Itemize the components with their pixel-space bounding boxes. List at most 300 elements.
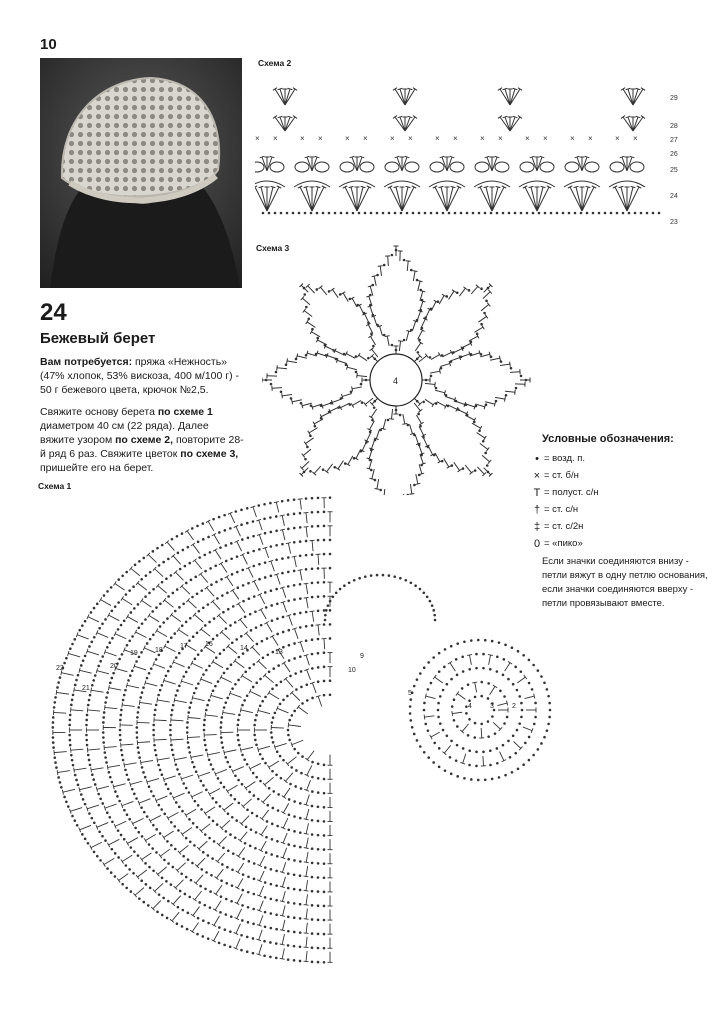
- chain-stitch: [306, 683, 309, 686]
- dc-stitch: [174, 757, 186, 759]
- scheme2-row-number: 28: [670, 123, 678, 130]
- dc-stitch: [282, 530, 284, 540]
- dc-stitch: [283, 818, 288, 828]
- chain-stitch: [225, 560, 228, 563]
- chain-stitch: [218, 531, 221, 534]
- dc-stitch: [282, 877, 285, 887]
- chain-stitch: [477, 779, 480, 782]
- chain-stitch: [77, 784, 80, 787]
- dc-stitch: [321, 287, 327, 295]
- chain-stitch: [476, 333, 479, 336]
- chain-stitch: [628, 212, 631, 215]
- dc-stitch: [288, 543, 290, 553]
- dc-stitch: [144, 648, 155, 653]
- stitch-top: [304, 919, 309, 920]
- chain-stitch: [537, 748, 540, 751]
- chain-stitch: [155, 851, 158, 854]
- stitch-top: [621, 116, 625, 119]
- dc-stitch: [312, 683, 316, 693]
- chain-stitch: [151, 847, 154, 850]
- chain-stitch: [509, 756, 512, 759]
- dc-stitch: [306, 880, 308, 890]
- chain-stitch: [317, 539, 320, 542]
- dc-stitch: [300, 642, 303, 652]
- chain-stitch: [89, 694, 92, 697]
- chain-stitch: [299, 802, 302, 805]
- chain-stitch: [549, 709, 552, 712]
- dc-stitch: [306, 923, 307, 934]
- chain-stitch: [293, 598, 296, 601]
- dc-stitch: [357, 187, 363, 211]
- chain-stitch: [543, 736, 546, 739]
- chain-stitch: [287, 843, 290, 846]
- scheme2-shell: [585, 162, 599, 172]
- chain-stitch: [517, 768, 520, 771]
- scheme2-shell: [565, 162, 579, 172]
- chain-stitch: [53, 706, 56, 709]
- stitch-top: [224, 750, 225, 755]
- dc-stitch: [312, 611, 314, 621]
- chain-stitch: [311, 653, 314, 656]
- chain-stitch: [221, 863, 224, 866]
- chain-stitch: [372, 345, 375, 348]
- chain-stitch: [411, 726, 414, 729]
- dc-stitch: [182, 827, 192, 834]
- chain-stitch: [382, 574, 385, 577]
- chain-stitch: [98, 627, 101, 630]
- chain-stitch: [323, 553, 326, 556]
- chain-stitch: [219, 652, 222, 655]
- chain-stitch: [460, 212, 463, 215]
- chain-stitch: [474, 469, 477, 472]
- dc-stitch: [295, 629, 299, 639]
- chain-stitch: [187, 711, 190, 714]
- chain-stitch: [522, 763, 525, 766]
- scheme3-diagram: [262, 245, 532, 495]
- chain-stitch: [220, 782, 223, 785]
- chain-stitch: [489, 668, 492, 671]
- chain-stitch: [170, 821, 173, 824]
- dc-stitch: [417, 311, 420, 320]
- dc-stitch: [142, 853, 152, 860]
- chain-stitch: [122, 759, 125, 762]
- chain-stitch: [275, 515, 278, 518]
- chain-stitch: [235, 819, 238, 822]
- chain-stitch: [311, 819, 314, 822]
- chain-stitch: [268, 670, 271, 673]
- chain-stitch: [181, 624, 184, 627]
- dc-stitch: [431, 355, 440, 360]
- chain-stitch: [534, 716, 537, 719]
- sc-mark: ×: [273, 134, 278, 143]
- dc-stitch: [259, 886, 263, 896]
- chain-stitch: [432, 656, 435, 659]
- chain-stitch: [532, 754, 535, 757]
- chain-stitch: [414, 584, 417, 587]
- chain-stitch: [137, 751, 140, 754]
- chain-stitch: [249, 613, 252, 616]
- chain-stitch: [287, 556, 290, 559]
- scheme2-arch: [255, 181, 285, 187]
- stitch-top: [292, 399, 293, 404]
- chain-stitch: [161, 877, 164, 880]
- chain-stitch: [489, 749, 492, 752]
- chain-stitch: [256, 643, 259, 646]
- chain-stitch: [434, 619, 437, 622]
- dc-stitch: [127, 617, 137, 623]
- chain-stitch: [226, 667, 229, 670]
- chain-stitch: [198, 556, 201, 559]
- chain-stitch: [233, 798, 236, 801]
- dc-stitch: [87, 651, 99, 655]
- stitch-top: [268, 691, 271, 695]
- dc-stitch: [282, 891, 285, 901]
- stitch-top: [288, 723, 289, 728]
- stitch-top: [292, 556, 297, 557]
- chain-stitch: [317, 947, 320, 950]
- chain-stitch: [71, 759, 74, 762]
- chain-stitch: [246, 809, 249, 812]
- dc-stitch: [430, 371, 440, 373]
- chain-stitch: [209, 890, 212, 893]
- chain-stitch: [323, 525, 326, 528]
- chain-stitch: [252, 520, 255, 523]
- dc-stitch: [623, 89, 633, 105]
- chain-stitch: [237, 679, 240, 682]
- chain-stitch: [157, 694, 160, 697]
- chain-stitch: [317, 680, 320, 683]
- dc-stitch: [450, 358, 459, 361]
- chain-stitch: [254, 610, 257, 613]
- dc-stitch: [194, 615, 203, 623]
- chain-stitch: [496, 762, 499, 765]
- chain-stitch: [264, 532, 267, 535]
- chain-stitch: [119, 719, 122, 722]
- chain-stitch: [112, 672, 115, 675]
- chain-stitch: [323, 623, 326, 626]
- chain-stitch: [311, 790, 314, 793]
- chain-stitch: [215, 656, 218, 659]
- dc-stitch: [121, 744, 134, 745]
- chain-stitch: [451, 705, 454, 708]
- chain-stitch: [507, 740, 510, 743]
- dc-stitch: [371, 439, 374, 448]
- chain-stitch: [202, 784, 205, 787]
- dc-stitch: [495, 397, 505, 399]
- scheme1-row-number: 4: [468, 703, 472, 710]
- chain-stitch: [444, 648, 447, 651]
- chain-stitch: [257, 798, 260, 801]
- dc-stitch: [282, 862, 285, 872]
- stitch-top: [406, 261, 411, 262]
- stitch-top: [298, 570, 303, 571]
- dc-stitch: [71, 710, 84, 711]
- chain-stitch: [196, 933, 199, 936]
- dc-stitch: [424, 716, 434, 717]
- chain-stitch: [329, 694, 332, 697]
- chain-stitch: [300, 772, 303, 775]
- stitch-top: [304, 527, 309, 528]
- chain-stitch: [69, 744, 72, 747]
- dc-stitch: [198, 772, 210, 776]
- stitch-top: [273, 116, 277, 119]
- dc-stitch: [475, 682, 477, 692]
- chain-stitch: [117, 856, 120, 859]
- chain-stitch: [255, 714, 258, 717]
- chain-stitch: [339, 588, 342, 591]
- stitch-top: [280, 944, 285, 945]
- scheme2-diagram: [255, 75, 685, 235]
- dc-stitch: [171, 615, 181, 622]
- chain-stitch: [174, 848, 177, 851]
- stitch-top: [304, 961, 309, 962]
- chain-stitch: [224, 529, 227, 532]
- chain-stitch: [211, 797, 214, 800]
- chain-stitch: [317, 876, 320, 879]
- chain-stitch: [88, 812, 91, 815]
- chain-stitch: [264, 576, 267, 579]
- chain-stitch: [259, 678, 262, 681]
- chain-stitch: [146, 677, 149, 680]
- stitch-top: [301, 403, 302, 408]
- chain-stitch: [117, 628, 120, 631]
- chain-stitch: [186, 731, 189, 734]
- dc-stitch: [236, 939, 240, 949]
- chain-stitch: [114, 875, 117, 878]
- chain-stitch: [279, 755, 282, 758]
- chain-stitch: [329, 553, 332, 556]
- chain-stitch: [158, 564, 161, 567]
- dc-stitch: [415, 343, 421, 351]
- dc-stitch: [260, 594, 265, 604]
- chain-stitch: [85, 719, 88, 722]
- dc-stitch: [187, 531, 193, 540]
- chain-stitch: [200, 589, 203, 592]
- sc-mark: ×: [633, 134, 638, 143]
- chain-stitch: [166, 617, 169, 620]
- chain-stitch: [413, 484, 416, 487]
- dc-stitch: [283, 803, 288, 813]
- dc-stitch: [238, 847, 245, 856]
- chain-stitch: [391, 344, 394, 347]
- chain-stitch: [512, 734, 515, 737]
- chain-stitch: [268, 787, 271, 790]
- stitch-top: [205, 712, 206, 717]
- dc-stitch: [255, 187, 267, 211]
- chain-stitch: [169, 724, 172, 727]
- chain-stitch: [247, 906, 250, 909]
- chain-stitch: [188, 791, 191, 794]
- chain-stitch: [194, 576, 197, 579]
- dc-stitch: [154, 720, 167, 721]
- stitch-top: [79, 668, 80, 673]
- chain-stitch: [324, 614, 327, 617]
- sc-mark: ×: [480, 134, 485, 143]
- chain-stitch: [172, 592, 175, 595]
- chain-stitch: [503, 722, 506, 725]
- chain-stitch: [175, 694, 178, 697]
- stitch-top: [214, 877, 218, 880]
- chain-stitch: [196, 632, 199, 635]
- chain-stitch: [180, 873, 183, 876]
- dc-stitch: [348, 456, 353, 465]
- chain-stitch: [223, 706, 226, 709]
- chain-stitch: [211, 857, 214, 860]
- chain-stitch: [186, 928, 189, 931]
- chain-stitch: [86, 714, 89, 717]
- chain-stitch: [253, 862, 256, 865]
- dc-stitch: [497, 703, 507, 705]
- chain-stitch: [252, 952, 255, 955]
- dc-stitch: [306, 513, 307, 524]
- chain-stitch: [271, 736, 274, 739]
- chain-stitch: [141, 691, 144, 694]
- dc-stitch: [454, 462, 460, 470]
- chain-stitch: [151, 610, 154, 613]
- stitch-top: [259, 834, 263, 837]
- dc-stitch: [197, 858, 205, 866]
- scheme1-row-number: 19: [130, 650, 138, 657]
- chain-stitch: [270, 912, 273, 915]
- dc-stitch: [217, 853, 224, 862]
- chain-stitch: [287, 828, 290, 831]
- stitch-top: [457, 469, 461, 472]
- chain-stitch: [317, 511, 320, 514]
- chain-stitch: [416, 279, 419, 282]
- chain-stitch: [270, 589, 273, 592]
- stitch-top: [389, 419, 394, 420]
- dc-stitch: [181, 681, 193, 685]
- dc-stitch: [165, 646, 176, 651]
- chain-stitch: [171, 538, 174, 541]
- chain-stitch: [290, 714, 293, 717]
- chain-stitch: [506, 716, 509, 719]
- dc-stitch: [275, 89, 285, 105]
- chain-stitch: [111, 781, 114, 784]
- dc-stitch: [287, 757, 296, 764]
- chain-stitch: [251, 812, 254, 815]
- stitch-top: [277, 365, 278, 370]
- dc-stitch: [88, 749, 101, 750]
- dc-stitch: [628, 89, 633, 105]
- dc-stitch: [306, 937, 307, 948]
- chain-stitch: [176, 689, 179, 692]
- dc-stitch: [150, 815, 161, 820]
- chain-stitch: [212, 689, 215, 692]
- chain-stitch: [167, 788, 170, 791]
- chain-stitch: [271, 619, 274, 622]
- dc-stitch: [395, 117, 405, 131]
- chain-stitch: [450, 773, 453, 776]
- chain-stitch: [229, 527, 232, 530]
- chain-stitch: [171, 709, 174, 712]
- chain-stitch: [502, 674, 505, 677]
- dc-stitch: [157, 631, 167, 637]
- dc-stitch: [327, 355, 336, 358]
- dc-stitch: [141, 760, 153, 762]
- chain-stitch: [288, 813, 291, 816]
- stitch-top: [226, 789, 229, 793]
- chain-stitch: [69, 719, 72, 722]
- dc-stitch: [304, 311, 312, 317]
- chain-stitch: [311, 862, 314, 865]
- dc-stitch: [280, 89, 285, 105]
- chain-stitch: [147, 904, 150, 907]
- dc-stitch: [627, 187, 639, 211]
- chain-stitch: [295, 688, 298, 691]
- scheme1-label: Схема 1: [38, 481, 72, 491]
- stitch-top: [264, 622, 268, 625]
- dc-stitch: [145, 834, 155, 840]
- chain-stitch: [158, 654, 161, 657]
- chain-stitch: [71, 699, 74, 702]
- chain-stitch: [208, 837, 211, 840]
- chain-stitch: [532, 664, 535, 667]
- dc-stitch: [302, 461, 309, 468]
- chain-stitch: [270, 868, 273, 871]
- chain-stitch: [101, 802, 104, 805]
- chain-stitch: [202, 919, 205, 922]
- chain-stitch: [266, 653, 269, 656]
- chain-stitch: [470, 341, 473, 344]
- chain-stitch: [96, 603, 99, 606]
- chain-stitch: [323, 834, 326, 837]
- stitch-top: [181, 832, 184, 836]
- chain-stitch: [141, 835, 144, 838]
- chain-stitch: [154, 709, 157, 712]
- dc-stitch: [147, 779, 159, 782]
- chain-stitch: [455, 658, 458, 661]
- chain-stitch: [247, 921, 250, 924]
- chain-stitch: [305, 568, 308, 571]
- chain-stitch: [52, 716, 55, 719]
- dc-stitch: [56, 692, 68, 694]
- dc-stitch: [305, 438, 313, 444]
- chain-stitch: [277, 664, 280, 667]
- chain-stitch: [292, 212, 295, 215]
- chain-stitch: [99, 660, 102, 663]
- chain-stitch: [323, 947, 326, 950]
- chain-stitch: [117, 601, 120, 604]
- chain-stitch: [108, 641, 111, 644]
- chain-stitch: [52, 721, 55, 724]
- chain-stitch: [409, 719, 412, 722]
- stitch-top: [145, 680, 146, 685]
- chain-stitch: [192, 822, 195, 825]
- dc-stitch: [493, 722, 500, 729]
- dc-stitch: [283, 833, 287, 843]
- chain-stitch: [120, 749, 123, 752]
- dc-stitch: [246, 633, 253, 642]
- stitch-top: [413, 271, 418, 272]
- chain-stitch: [438, 670, 441, 673]
- chain-stitch: [275, 928, 278, 931]
- chain-stitch: [287, 585, 290, 588]
- chain-stitch: [410, 269, 413, 272]
- sc-mark: ×: [498, 134, 503, 143]
- chain-stitch: [84, 838, 87, 841]
- dc-stitch: [523, 727, 532, 731]
- chain-stitch: [234, 774, 237, 777]
- dc-stitch: [306, 894, 307, 904]
- sc-mark: ×: [525, 134, 530, 143]
- chain-stitch: [383, 334, 386, 337]
- chain-stitch: [182, 602, 185, 605]
- chain-stitch: [455, 759, 458, 762]
- stitch-top: [499, 356, 500, 361]
- stitch-top: [419, 473, 424, 474]
- stitch-top: [136, 581, 139, 585]
